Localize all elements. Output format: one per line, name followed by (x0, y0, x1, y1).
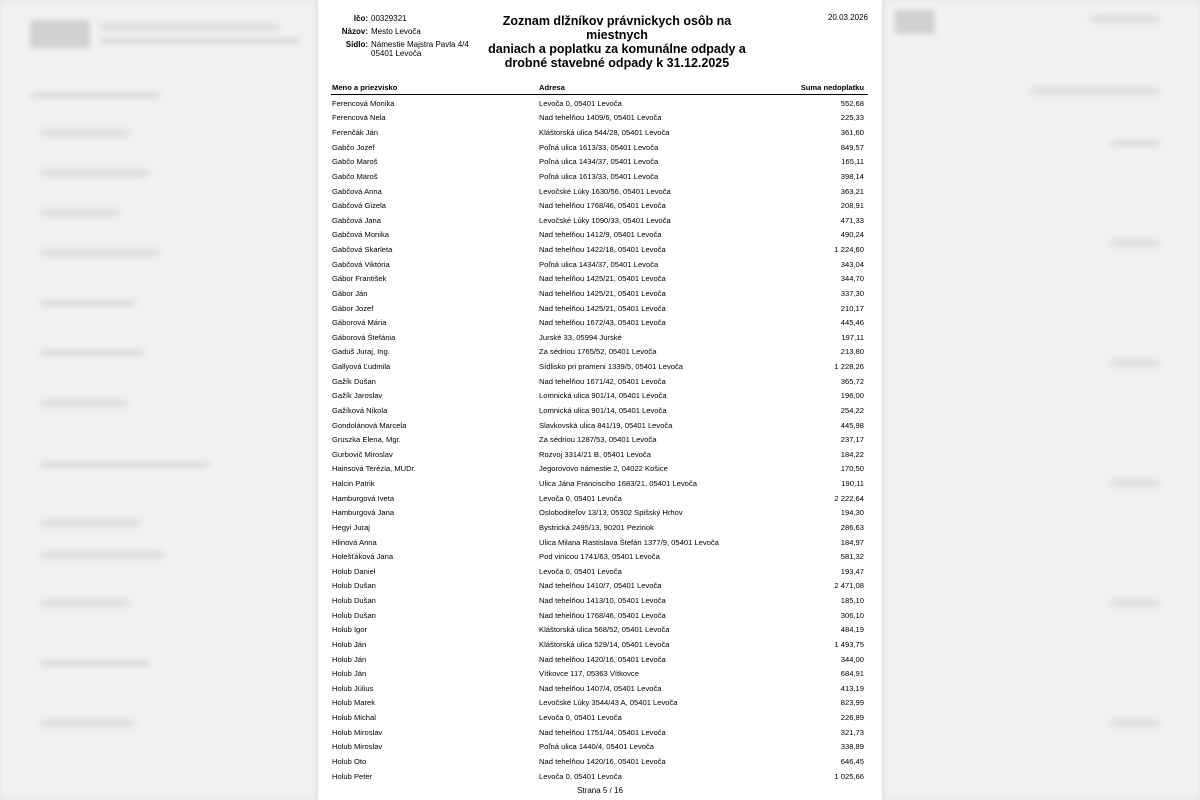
debtor-name: Gabčo Maroš (332, 171, 378, 181)
debtor-name: Gabčová Skarleta (332, 245, 393, 255)
table-row (331, 330, 868, 345)
debtor-name: Halcin Patrik (332, 479, 375, 489)
debtor-address: Nad tehelňou 1409/6, 05401 Levoča (539, 113, 662, 123)
debt-amount: 646,45 (840, 756, 864, 766)
debt-amount: 849,57 (840, 142, 864, 152)
document-title (474, 14, 760, 70)
debtor-name: Hlinová Anna (332, 537, 377, 547)
debtor-address: Nad tehelňou 1422/18, 05401 Levoča (539, 245, 666, 255)
debt-amount: 2 222,64 (834, 493, 864, 503)
debtor-address: Kláštorská ulica 544/28, 05401 Levoča (539, 128, 670, 138)
table-row (331, 169, 868, 184)
debt-amount: 237,17 (840, 435, 864, 445)
debt-amount: 213,80 (840, 347, 864, 357)
column-header-amount: Suma nedoplatku (800, 82, 864, 92)
debtor-address: Za sédriou 1287/53, 05401 Levoča (539, 435, 657, 445)
debt-amount: 490,24 (840, 230, 864, 240)
debtors-table (331, 80, 868, 783)
debtor-name: Holešťáková Jana (332, 552, 394, 562)
debtor-address: Nad tehelňou 1425/21, 05401 Levoča (539, 274, 666, 284)
column-header-name: Meno a priezvisko (332, 82, 398, 92)
sidlo-value: Námestie Majstra Pavla 4/4 (371, 40, 469, 49)
table-row (331, 725, 868, 740)
debt-amount: 286,63 (840, 522, 864, 532)
debtor-name: Holub Miroslav (332, 727, 383, 737)
table-row (331, 608, 868, 623)
debtor-name: Holub Dušan (332, 581, 376, 591)
debt-amount: 413,19 (840, 683, 864, 693)
table-row (331, 418, 868, 433)
debtor-name: Holub Michal (332, 713, 376, 723)
table-row (331, 228, 868, 243)
debtor-name: Holub Igor (332, 625, 368, 635)
debtor-address: Levoča 0, 05401 Levoča (539, 771, 622, 781)
debtor-address: Vítkovce 117, 05363 Vítkovce (539, 669, 639, 679)
debtor-address: Levočské Lúky 3544/43 A, 05401 Levoča (539, 698, 678, 708)
debt-amount: 344,00 (840, 654, 864, 664)
debtor-name: Holub Miroslav (332, 742, 383, 752)
debtor-address: Poľná ulica 1613/33, 05401 Levoča (539, 142, 659, 152)
debt-amount: 445,98 (840, 420, 864, 430)
debt-amount: 552,68 (840, 98, 864, 108)
debt-amount: 363,21 (840, 186, 864, 196)
debtor-name: Gažík Jaroslav (332, 391, 383, 401)
table-row (331, 242, 868, 257)
debtor-name: Gaduš Juraj, Ing. (332, 347, 390, 357)
title-line-3: drobné stavebné odpady k 31.12.2025 (504, 56, 730, 70)
ico-value: 00329321 (371, 14, 407, 23)
debtor-name: Gabčová Jana (332, 215, 381, 225)
debt-amount: 823,99 (840, 698, 864, 708)
debt-amount: 1 025,66 (834, 771, 864, 781)
debtor-name: Holub Dušan (332, 596, 376, 606)
debt-amount: 321,73 (840, 727, 864, 737)
debt-amount: 581,32 (840, 552, 864, 562)
table-row (331, 681, 868, 696)
debtor-address: Sídlisko pri prameni 1339/5, 05401 Levoča (539, 362, 683, 372)
title-line-2: daniach a poplatku za komunálne odpady a (488, 42, 746, 56)
debt-amount: 190,11 (841, 479, 864, 489)
debtor-name: Gallyová Ľudmila (332, 362, 391, 372)
debtor-address: Nad tehelňou 1425/21, 05401 Levoča (539, 303, 666, 313)
table-row (331, 462, 868, 477)
debt-amount: 684,91 (840, 669, 864, 679)
table-row (331, 345, 868, 360)
table-row (331, 213, 868, 228)
debtor-address: Pod vinicou 1741/63, 05401 Levoča (539, 552, 660, 562)
table-row (331, 198, 868, 213)
debtor-name: Ferenčák Ján (332, 128, 379, 138)
debtor-name: Gabčová Gizela (332, 201, 387, 211)
debt-amount: 306,10 (840, 610, 864, 620)
debtor-name: Gondolánová Marcela (332, 420, 407, 430)
debtor-name: Gabčová Viktória (332, 259, 390, 269)
debtor-name: Holub Oto (332, 756, 367, 766)
debtor-address: Levočské Lúky 1090/33, 05401 Levoča (539, 215, 671, 225)
debtor-name: Gabčo Jozef (332, 142, 375, 152)
debtor-address: Lomnická ulica 901/14, 05401 Levoča (539, 405, 667, 415)
debtor-address: Poľná ulica 1434/37, 05401 Levoča (539, 259, 659, 269)
debt-amount: 1 228,26 (834, 362, 864, 372)
table-row (331, 125, 868, 140)
debt-amount: 445,46 (840, 318, 864, 328)
debt-amount: 185,10 (840, 596, 864, 606)
debt-amount: 225,33 (840, 113, 864, 123)
table-row (331, 447, 868, 462)
debtor-address: Nad tehelňou 1420/16, 05401 Levoča (539, 756, 666, 766)
debt-amount: 484,19 (840, 625, 864, 635)
table-row (331, 491, 868, 506)
debtor-name: Hamburgová Iveta (332, 493, 395, 503)
table-row (331, 506, 868, 521)
debtor-name: Holub Ján (332, 639, 367, 649)
debt-amount: 210,17 (840, 303, 864, 313)
table-row (331, 301, 868, 316)
debt-amount: 471,33 (840, 215, 864, 225)
debtor-address: Poľná ulica 1440/4, 05401 Levoča (539, 742, 654, 752)
table-row (331, 593, 868, 608)
debt-amount: 2 471,08 (834, 581, 864, 591)
debt-amount: 184,22 (840, 449, 864, 459)
debt-amount: 337,30 (840, 288, 864, 298)
debtor-address: Levoča 0, 05401 Levoča (539, 98, 622, 108)
debtor-name: Gábor František (332, 274, 387, 284)
table-header (331, 80, 868, 95)
debtor-address: Levoča 0, 05401 Levoča (539, 566, 622, 576)
organization-info (328, 12, 469, 59)
debt-amount: 193,47 (840, 566, 864, 576)
table-row (331, 403, 868, 418)
debtor-address: Lomnická ulica 901/14, 05401 Levoča (539, 391, 667, 401)
table-row (331, 564, 868, 579)
debtor-address: Bystrická 2495/13, 90201 Pezinok (539, 522, 654, 532)
table-row (331, 520, 868, 535)
debt-amount: 196,00 (840, 391, 864, 401)
table-row (331, 754, 868, 769)
table-row (331, 155, 868, 170)
debtor-address: Ulica Milana Rastislava Štefán 1377/9, 05401 Levoča (539, 537, 719, 547)
debtor-name: Gažík Dušan (332, 376, 376, 386)
debtor-address: Nad tehelňou 1751/44, 05401 Levoča (539, 727, 666, 737)
table-row (331, 359, 868, 374)
table-row (331, 696, 868, 711)
debtor-name: Holub Ján (332, 669, 367, 679)
debtor-address: Nad tehelňou 1420/16, 05401 Levoča (539, 654, 666, 664)
debtor-name: Gábor Ján (332, 288, 368, 298)
table-row (331, 637, 868, 652)
table-row (331, 389, 868, 404)
table-body (331, 95, 868, 783)
debtor-name: Holub Dušan (332, 610, 376, 620)
debtor-address: Slavkovská ulica 841/19, 05401 Levoča (539, 420, 673, 430)
debtor-address: Nad tehelňou 1410/7, 05401 Levoča (539, 581, 662, 591)
debt-amount: 254,22 (840, 405, 864, 415)
debtor-name: Holub Marek (332, 698, 376, 708)
debt-amount: 1 493,75 (834, 639, 864, 649)
debtor-address: Jurské 33, 05994 Jurské (539, 332, 622, 342)
debtor-name: Gabčová Anna (332, 186, 382, 196)
debtor-name: Holub Daniel (332, 566, 376, 576)
debtor-name: Gábor Jozef (332, 303, 374, 313)
page-number: Strana 5 / 16 (577, 786, 623, 795)
nazov-label: Názov: (341, 27, 368, 36)
table-row (331, 184, 868, 199)
table-row (331, 111, 868, 126)
debt-amount: 208,91 (840, 201, 864, 211)
table-row (331, 623, 868, 638)
debtor-name: Gáborová Štefánia (332, 332, 396, 342)
debtor-name: Ferencová Monika (332, 98, 395, 108)
debt-amount: 197,11 (841, 332, 864, 342)
title-line-1: Zoznam dlžníkov právnickych osôb na miestnych (502, 14, 732, 42)
debtor-name: Holub Ján (332, 654, 367, 664)
debtor-name: Hainsová Terézia, MUDr. (332, 464, 416, 474)
debtor-address: Ulica Jána Francisciho 1683/21, 05401 Levoča (539, 479, 697, 489)
debtor-name: Ferencová Nela (332, 113, 386, 123)
table-row (331, 549, 868, 564)
debtor-address: Nad tehelňou 1412/9, 05401 Levoča (539, 230, 662, 240)
sidlo-city: 05401 Levoča (371, 49, 422, 58)
table-row (331, 374, 868, 389)
debtor-address: Nad tehelňou 1671/42, 05401 Levoča (539, 376, 666, 386)
table-row (331, 769, 868, 784)
table-row (331, 432, 868, 447)
debtor-name: Holub Peter (332, 771, 373, 781)
table-row (331, 315, 868, 330)
debtor-name: Gažíková Nikola (332, 405, 388, 415)
table-row (331, 140, 868, 155)
debtor-name: Gáborová Mária (332, 318, 387, 328)
debtor-name: Holub Július (332, 683, 374, 693)
debtor-address: Levoča 0, 05401 Levoča (539, 493, 622, 503)
debt-amount: 365,72 (840, 376, 864, 386)
debtor-address: Jegorovovo námestie 2, 04022 Košice (539, 464, 668, 474)
table-row (331, 476, 868, 491)
sidlo-label: Sídlo: (345, 40, 368, 49)
nazov-value: Mesto Levoča (371, 27, 421, 36)
debtor-name: Gabčo Maroš (332, 157, 378, 167)
debtor-address: Kláštorská ulica 529/14, 05401 Levoča (539, 639, 670, 649)
table-row (331, 272, 868, 287)
debt-amount: 194,30 (840, 508, 864, 518)
debtor-address: Nad tehelňou 1413/10, 05401 Levoča (539, 596, 666, 606)
ico-label: Ičo: (353, 14, 368, 23)
debtor-address: Za sédriou 1765/52, 05401 Levoča (539, 347, 657, 357)
table-row (331, 666, 868, 681)
document-date: 20.03.2026 (827, 13, 868, 22)
debtor-address: Osloboditeľov 13/13, 05302 Spišský Hrhov (539, 508, 683, 518)
debtor-name: Gurbovič Miroslav (332, 449, 393, 459)
table-row (331, 740, 868, 755)
table-row (331, 535, 868, 550)
debt-amount: 184,97 (840, 537, 864, 547)
debtor-address: Levoča 0, 05401 Levoča (539, 713, 622, 723)
debtor-address: Nad tehelňou 1425/21, 05401 Levoča (539, 288, 666, 298)
table-row (331, 286, 868, 301)
debt-amount: 343,04 (840, 259, 864, 269)
debt-amount: 338,89 (840, 742, 864, 752)
table-row (331, 579, 868, 594)
debtor-name: Gruszka Elena, Mgr. (332, 435, 401, 445)
debtor-address: Rozvoj 3314/21 B, 05401 Levoča (539, 449, 651, 459)
debtor-address: Kláštorská ulica 568/52, 05401 Levoča (539, 625, 670, 635)
table-row (331, 96, 868, 111)
column-header-address: Adresa (539, 82, 565, 92)
debtor-address: Poľná ulica 1613/33, 05401 Levoča (539, 171, 659, 181)
debtor-address: Nad tehelňou 1768/46, 05401 Levoča (539, 610, 666, 620)
table-row (331, 257, 868, 272)
debt-amount: 165,11 (841, 157, 864, 167)
debt-amount: 398,14 (840, 171, 864, 181)
debt-amount: 170,50 (840, 464, 864, 474)
debt-amount: 1 224,60 (834, 245, 864, 255)
table-row (331, 652, 868, 667)
document-page (318, 0, 882, 800)
table-row (331, 710, 868, 725)
debt-amount: 226,89 (840, 713, 864, 723)
debtor-address: Levočské Lúky 1630/56, 05401 Levoča (539, 186, 671, 196)
debt-amount: 361,60 (840, 128, 864, 138)
debt-amount: 344,70 (840, 274, 864, 284)
debtor-name: Hegyi Juraj (332, 522, 370, 532)
debtor-name: Hamburgová Jana (332, 508, 395, 518)
debtor-address: Poľná ulica 1434/37, 05401 Levoča (539, 157, 659, 167)
debtor-name: Gabčová Monika (332, 230, 389, 240)
debtor-address: Nad tehelňou 1672/43, 05401 Levoča (539, 318, 666, 328)
debtor-address: Nad tehelňou 1407/4, 05401 Levoča (539, 683, 662, 693)
debtor-address: Nad tehelňou 1768/46, 05401 Levoča (539, 201, 666, 211)
